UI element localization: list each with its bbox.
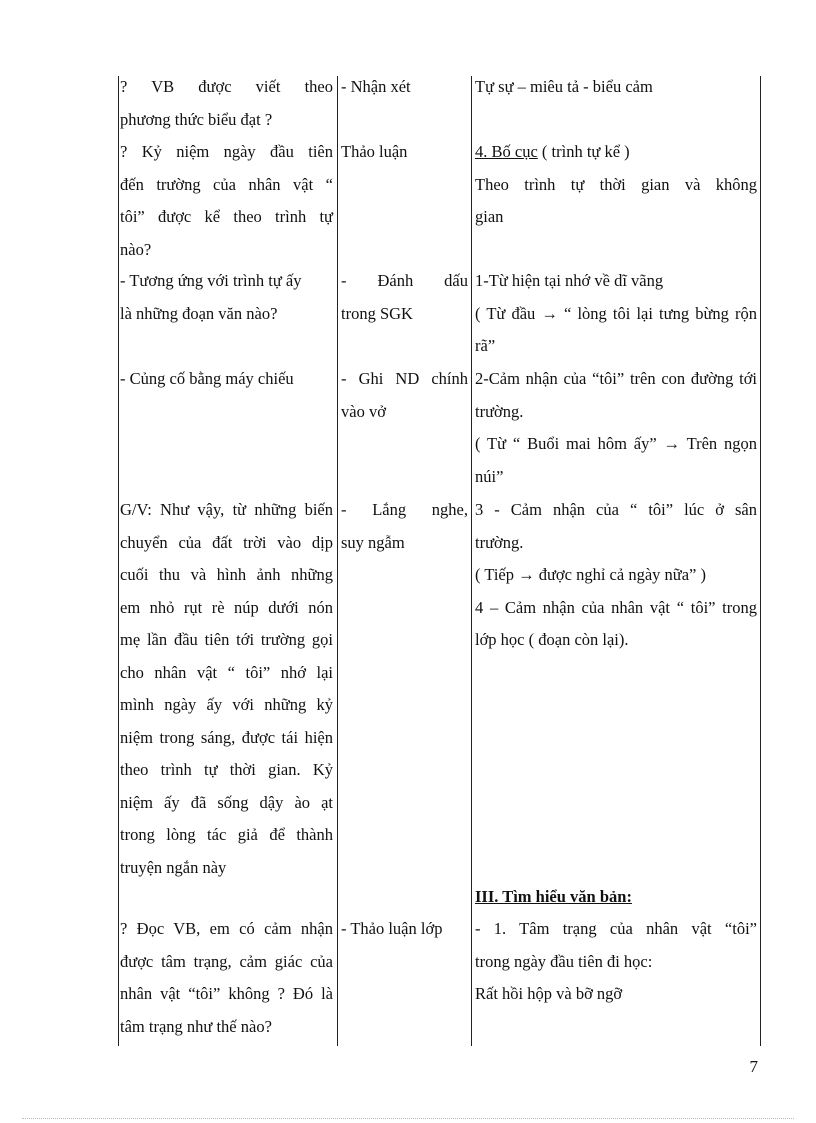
row5-content: 3 - Cảm nhận của “ tôi” lúc ở sân trường. ( Tiếp → được nghỉ cả ngày nữa” ) 4 – Cảm nhận của nhân vật “ tôi” trong lớp học ( đoạn còn lại).	[475, 500, 757, 649]
page-bottom-divider	[22, 1118, 794, 1119]
section-heading-tim-hieu-van-ban: III. Tìm hiểu văn bản:	[475, 887, 632, 906]
row3-content: 1-Từ hiện tại nhớ về dĩ vãng ( Từ đầu → “ lòng tôi lại tưng bừng rộn rã”	[475, 271, 757, 355]
row3-question: - Tương ứng với trình tự ấy là những đoạn văn nào?	[120, 271, 302, 323]
row1-content: Tự sự – miêu tả - biểu cảm	[475, 77, 653, 96]
row4-content: 2-Cảm nhận của “tôi” trên con đường tới trường. ( Từ “ Buổi mai hôm ấy” → Trên ngọn núi”	[475, 369, 757, 486]
row1-activity: - Nhận xét	[341, 77, 411, 96]
table-col-divider-2	[471, 76, 472, 1046]
table-col-divider-1	[337, 76, 338, 1046]
row2-question: ? Kỷ niệm ngày đầu tiên đến trường của nhân vật “ tôi” được kể theo trình tự nào?	[120, 142, 333, 259]
row4-activity: - Ghi ND chính vào vở	[341, 369, 468, 421]
table-left-border	[118, 76, 119, 1046]
row5-activity: - Lắng nghe, suy ngẫm	[341, 500, 468, 552]
section-heading-bo-cuc: 4. Bố cục ( trình tự kể )	[475, 142, 630, 161]
row6-question: ? Đọc VB, em có cảm nhận được tâm trạng, cảm giác của nhân vật “tôi” không ? Đó là tâm trạng như thế nào?	[120, 919, 333, 1036]
row3-activity: - Đánh dấu trong SGK	[341, 271, 468, 323]
row5-teacher-note: G/V: Như vậy, từ những biến chuyển của đất trời vào dịp cuối thu và hình ảnh những em nhỏ rụt rè núp dưới nón mẹ lần đầu tiên tới trường gọi cho nhân vật “ tôi” nhớ lại mình ngày ấy với những kỷ niệm trong sáng, được tái hiện theo trình tự thời gian. Kỷ niệm ấy đã sống dậy ào ạt trong lòng tác giả để thành truyện ngắn này	[120, 500, 333, 877]
row2-content: 4. Bố cục ( trình tự kể ) Theo trình tự thời gian và không gian	[475, 136, 757, 234]
row2-activity: Thảo luận	[341, 142, 408, 161]
row6-content: - 1. Tâm trạng của nhân vật “tôi” trong ngày đầu tiên đi học: Rất hồi hộp và bỡ ngỡ	[475, 919, 757, 1003]
row6-activity: - Thảo luận lớp	[341, 919, 443, 938]
table-right-border	[760, 76, 761, 1046]
page-number: 7	[749, 1057, 758, 1076]
row4-question: - Củng cố bằng máy chiếu	[120, 369, 294, 388]
row1-question: ? VB được viết theo phương thức biểu đạt ?	[120, 77, 333, 129]
